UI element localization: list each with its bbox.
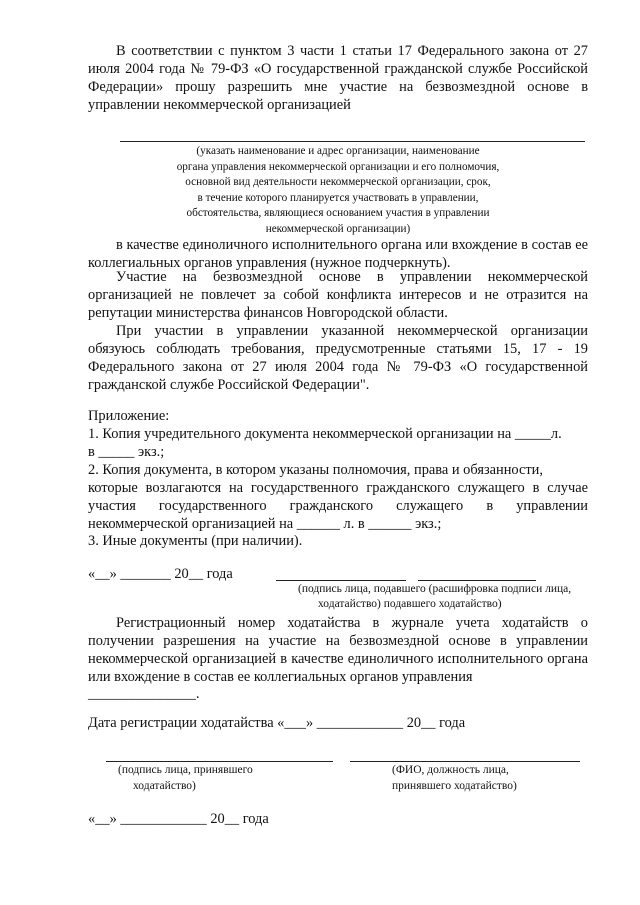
- obligation-paragraph: При участии в управлении указанной некоммерческой организации обязуюсь соблюдать требования, предусмотренные статьями 15, 17 - 19 Федерального закона от 27 июля 2004 года № 79-ФЗ «О государственной гражданской службе Российской Федерации".: [88, 323, 588, 393]
- organization-instruction-note: [88, 144, 588, 237]
- registration-paragraph: Регистрационный номер ходатайства в журнале учета ходатайств о получении разрешения на участие на безвозмездной основе в управлении некоммерческой организацией в качестве единоличного исполнительного органа или вхождение в состав ее коллегиальных органов управления: [88, 615, 588, 685]
- signature-line: [276, 580, 406, 581]
- note-line: органа управления некоммерческой организации и его полномочия,: [176, 160, 500, 173]
- conflict-paragraph: Участие на безвозмездной основе в управлении некоммерческой организацией не повлечет за собой конфликта интересов и не отразится на репутации министерства финансов Новгородской области.: [88, 269, 588, 321]
- organization-fill-line: [120, 141, 585, 142]
- note-line: некоммерческой организации): [265, 222, 411, 235]
- signature-transcript-line: [418, 580, 536, 581]
- receiver-signature-line: [106, 761, 333, 762]
- intro-paragraph: В соответствии с пунктом 3 части 1 статьи 17 Федерального закона от 27 июля 2004 года № 79-ФЗ «О государственной гражданской службе Российской Федерации» прошу разрешить мне участие на безвозмездной основе в управлении некоммерческой организацией: [88, 43, 588, 113]
- registration-date: Дата регистрации ходатайства «___» ____________ 20__ года: [88, 715, 466, 731]
- attachment-item-2-continuation: которые возлагаются на государственного гражданского служащего в случае участия государственного гражданского служащего в управлении некоммерческой организацией на ______ л. в ______ экз.;: [88, 480, 588, 532]
- attachment-item-1-copies: в _____ экз.;: [88, 444, 165, 460]
- role-paragraph: в качестве единоличного исполнительного органа или вхождение в состав ее коллегиальных органов управления (нужное подчеркнуть).: [88, 237, 588, 271]
- attachment-item-3: 3. Иные документы (при наличии).: [88, 533, 303, 549]
- submission-date: «__» _______ 20__ года: [88, 566, 233, 582]
- receiver-signature-note-continuation: ходатайство): [133, 780, 196, 792]
- note-line: в течение которого планируется участвовать в управлении,: [197, 191, 479, 204]
- registration-number-blank: _______________.: [88, 686, 200, 702]
- signature-note-continuation: ходатайство) подавшего ходатайство): [318, 598, 502, 610]
- signature-note: (подпись лица, подавшего (расшифровка подписи лица,: [298, 583, 572, 595]
- note-line: (указать наименование и адрес организации, наименование: [196, 145, 480, 157]
- receiver-name-note: (ФИО, должность лица,: [392, 764, 509, 776]
- note-line: основной вид деятельности некоммерческой организации, срок,: [185, 176, 491, 188]
- receiver-name-note-continuation: принявшего ходатайство): [392, 780, 517, 792]
- note-line: обстоятельства, являющиеся основанием участия в управлении: [186, 207, 490, 219]
- attachments-heading: Приложение:: [88, 408, 170, 424]
- receiver-signature-note: (подпись лица, принявшего: [118, 764, 253, 776]
- final-date: «__» ____________ 20__ года: [88, 811, 269, 827]
- attachment-item-1: 1. Копия учредительного документа некоммерческой организации на _____л.: [88, 426, 562, 442]
- attachment-item-2: 2. Копия документа, в котором указаны полномочия, права и обязанности,: [88, 462, 543, 478]
- receiver-name-line: [350, 761, 580, 762]
